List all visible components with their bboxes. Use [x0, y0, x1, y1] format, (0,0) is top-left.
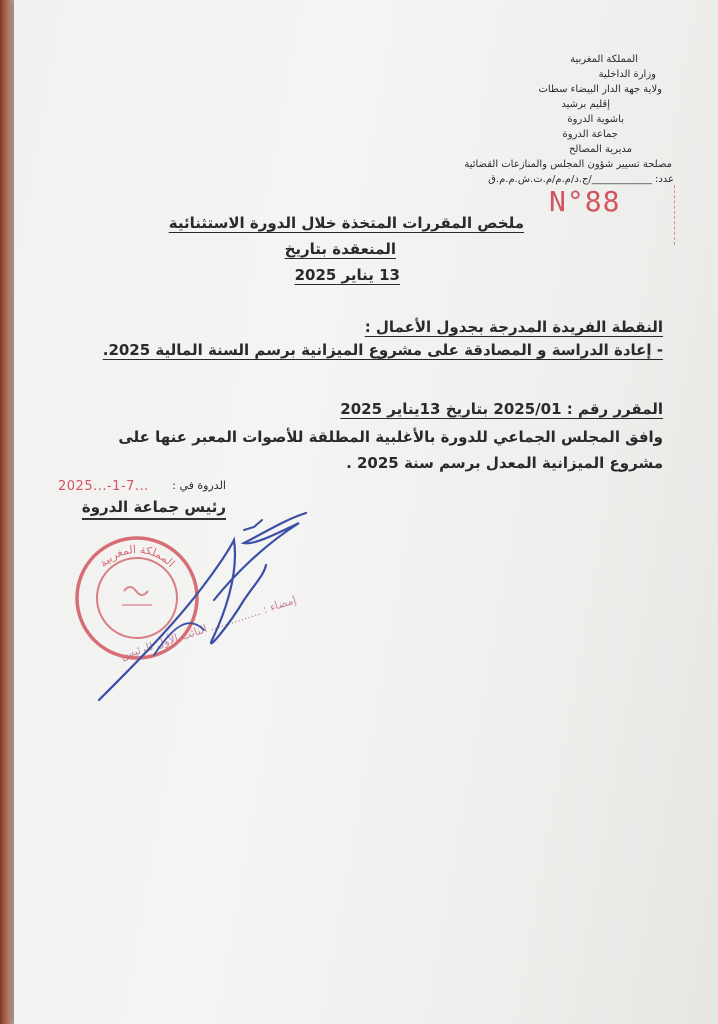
header-line-region: ولاية جهة الدار البيضاء سطات — [538, 84, 662, 95]
signatory-title: رئيس جماعة الدروة — [82, 498, 226, 520]
handwritten-signature — [94, 505, 324, 715]
title-line-3: 13 يناير 2025 — [294, 266, 400, 284]
decision-text-line-2: مشروع الميزانية المعدل برسم سنة 2025 . — [346, 454, 663, 472]
header-line-kingdom: المملكة المغربية — [570, 54, 638, 65]
header-line-province: إقليم برشيد — [561, 99, 610, 110]
seal-top-text: المملكة المغربية — [96, 542, 178, 570]
header-line-pashalik: باشوية الدروة — [567, 114, 624, 125]
agenda-item: - إعادة الدراسة و المصادقة على مشروع الميزانية برسم السنة المالية 2025. — [102, 341, 663, 359]
title-line-2: المنعقدة بتاريخ — [284, 240, 396, 258]
agenda-heading: النقطة الفريدة المدرجة بجدول الأعمال : — [364, 318, 663, 336]
stamped-date: 2025...-1-7... — [58, 479, 149, 494]
header-line-ministry: وزارة الداخلية — [598, 69, 656, 80]
title-line-1: ملخص المقررات المتخذة خلال الدورة الاستثنائية — [168, 214, 524, 232]
document-page — [14, 0, 718, 1024]
header-line-commune: جماعة الدروة — [562, 129, 618, 140]
red-number-stamp: N°88 — [549, 185, 621, 218]
decision-heading: المقرر رقم : 2025/01 بتاريخ 13يناير 2025 — [340, 400, 663, 418]
decision-text-line-1: وافق المجلس الجماعي للدورة بالأغلبية المطلقة للأصوات المعبر عنها على — [118, 428, 663, 446]
header-line-reference: عدد: ____________/ج.د/م.م/م.ت.ش.م.م.ق — [488, 174, 674, 185]
seal-bottom-text: إمضاء : ............... النائب الأول للرئيس — [119, 593, 298, 663]
header-line-service: مصلحة تسيير شؤون المجلس والمنازعات القضائية — [464, 159, 672, 170]
place-date-label: الدروة في : — [172, 479, 226, 492]
margin-dashed-line — [674, 185, 676, 245]
header-line-directorate: مديرية المصالح — [568, 144, 632, 155]
